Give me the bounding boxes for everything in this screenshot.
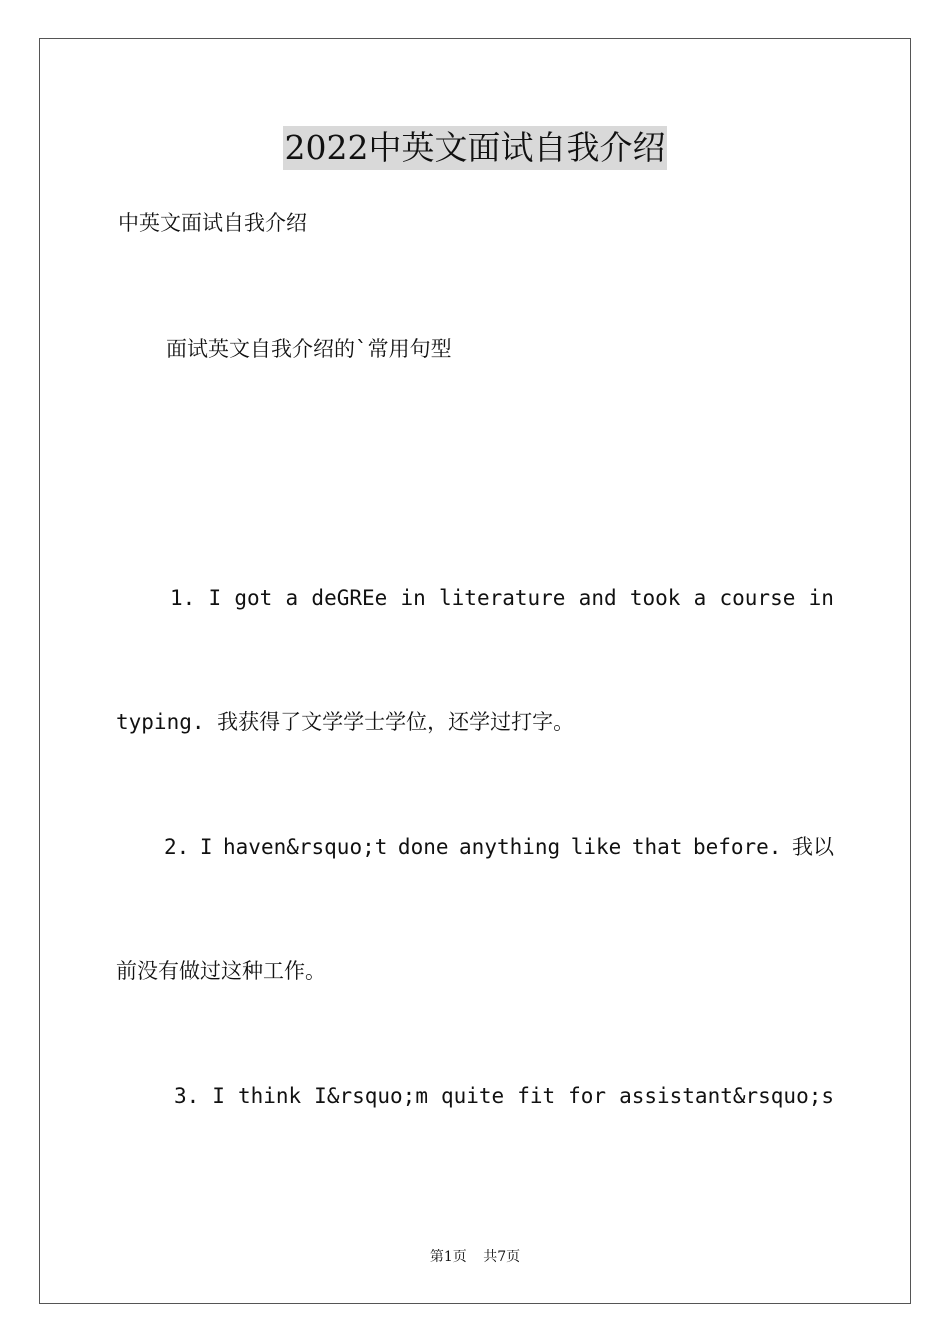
list-item-word: assistant&rsquo;s xyxy=(619,1084,834,1108)
title-wrap xyxy=(0,126,950,170)
list-item-word: literature xyxy=(439,586,566,610)
list-item-word: haven&rsquo;t xyxy=(223,835,388,859)
list-item-number: 3. xyxy=(174,1084,200,1108)
document-title: 2022中英文面试自我介绍 xyxy=(283,126,668,170)
list-item-word: I xyxy=(208,586,222,610)
list-item-word: in xyxy=(400,586,426,610)
list-item-word: in xyxy=(808,586,834,610)
page-number: 第1页 xyxy=(429,1249,467,1265)
list-item-word: like xyxy=(570,835,622,859)
list-item-word: got xyxy=(234,586,273,610)
list-item-word: a xyxy=(693,586,707,610)
list-item-number: 2. xyxy=(164,835,190,859)
section-heading: 面试英文自我介绍的`常用句型 xyxy=(166,337,452,361)
list-item-word: that xyxy=(631,835,683,859)
list-item-word: and xyxy=(578,586,617,610)
list-item-word: for xyxy=(568,1084,607,1108)
list-item-word: think xyxy=(237,1084,302,1108)
list-item-word: 我以 xyxy=(791,835,834,859)
list-item-word: course xyxy=(719,586,796,610)
list-item-2-line-2: 前没有做过这种工作。 xyxy=(116,959,326,983)
list-item-1-line-2: typing. 我获得了文学学士学位，还学过打字。 xyxy=(116,710,575,734)
list-item-word: fit xyxy=(517,1084,556,1108)
list-item-number: 1. xyxy=(170,586,196,610)
list-item-word: quite xyxy=(440,1084,505,1108)
list-item-word: before. xyxy=(692,835,782,859)
list-item-word: I xyxy=(199,835,213,859)
list-item-word: I&rsquo;m xyxy=(314,1084,428,1108)
list-item-word: done xyxy=(397,835,449,859)
list-item-word: deGREe xyxy=(311,586,388,610)
list-item-2-line-1 xyxy=(164,832,834,862)
list-item-word: I xyxy=(212,1084,225,1108)
list-item-3-line-1 xyxy=(174,1081,834,1111)
list-item-word: a xyxy=(285,586,299,610)
page-footer xyxy=(0,1247,950,1267)
document-subtitle: 中英文面试自我介绍 xyxy=(118,211,307,235)
list-item-1-line-1 xyxy=(170,583,834,613)
list-item-word: took xyxy=(629,586,681,610)
page-total: 共7页 xyxy=(483,1249,521,1265)
list-item-word: anything xyxy=(459,835,561,859)
